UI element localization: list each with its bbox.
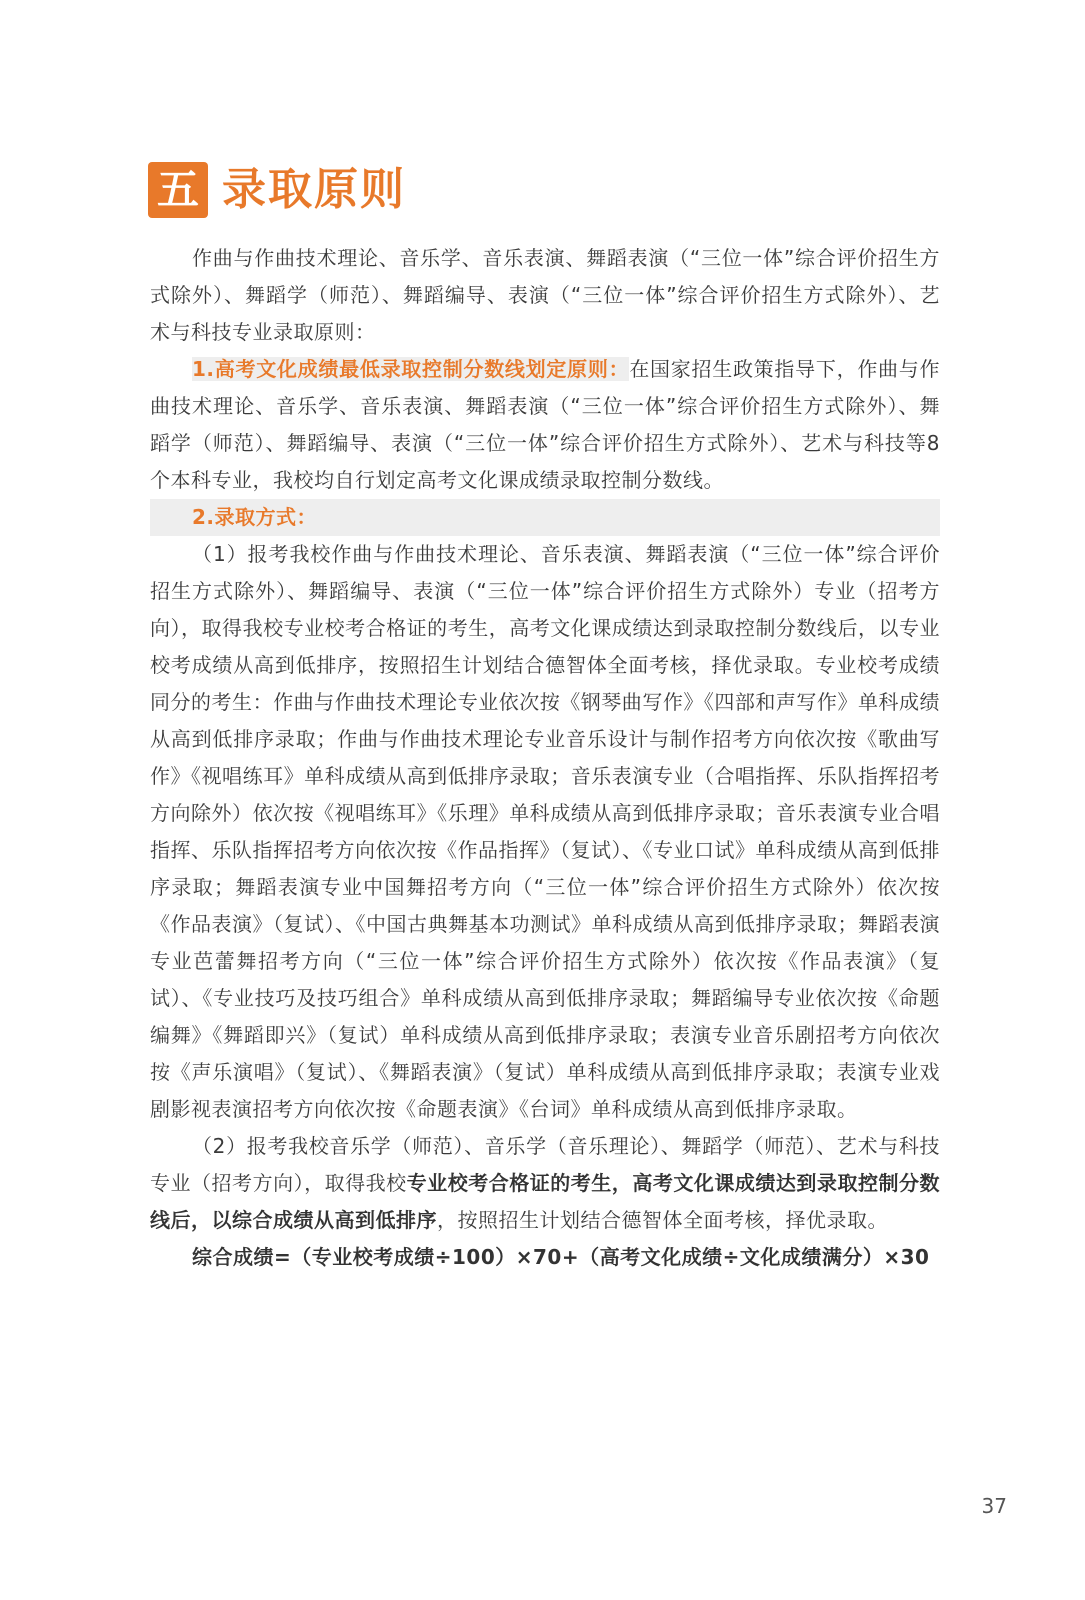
rule2-heading xyxy=(150,499,940,536)
page-number: 37 xyxy=(981,1494,1007,1518)
rule1-label: 1.高考文化成绩最低录取控制分数线划定原则： xyxy=(192,357,630,381)
rule1-paragraph xyxy=(150,351,940,499)
section-title: 录取原则 xyxy=(222,164,406,215)
section-header xyxy=(148,162,406,218)
rule1-text: 在国家招生政策指导下，作曲与作曲技术理论、音乐学、音乐表演、舞蹈表演（“三位一体”综合评价招生方式除外）、舞蹈学（师范）、舞蹈编导、表演（“三位一体”综合评价招生方式除外）、艺术与科技等8个本科专业，我校均自行划定高考文化课成绩录取控制分数线。 xyxy=(150,357,941,492)
rule2-item2-part2: ，按照招生计划结合德智体全面考核，择优录取。 xyxy=(437,1208,888,1232)
section-number-badge: 五 xyxy=(148,162,208,218)
content-body xyxy=(150,240,940,1276)
rule2-item2-bold: 专业校考合格证的考生，高考文化课成绩达到录取控制分数线后，以综合成绩从高到低排序 xyxy=(150,1171,941,1232)
intro-paragraph: 作曲与作曲技术理论、音乐学、音乐表演、舞蹈表演（“三位一体”综合评价招生方式除外）、舞蹈学（师范）、舞蹈编导、表演（“三位一体”综合评价招生方式除外）、艺术与科技专业录取原则： xyxy=(150,246,940,344)
rule2-item2 xyxy=(150,1128,940,1239)
rule2-item1: （1）报考我校作曲与作曲技术理论、音乐表演、舞蹈表演（“三位一体”综合评价招生方式除外）、舞蹈编导、表演（“三位一体”综合评价招生方式除外）专业（招考方向），取得我校专业校考合格证的考生，高考文化课成绩达到录取控制分数线后，以专业校考成绩从高到低排序，按照招生计划结合德智体全面考核，择优录取。专业校考成绩同分的考生：作曲与作曲技术理论专业依次按《钢琴曲写作》《四部和声写作》单科成绩从高到低排序录取；作曲与作曲技术理论专业音乐设计与制作招考方向依次按《歌曲写作》《视唱练耳》单科成绩从高到低排序录取；音乐表演专业（合唱指挥、乐队指挥招考方向除外）依次按《视唱练耳》《乐理》单科成绩从高到低排序录取；音乐表演专业合唱指挥、乐队指挥招考方向依次按《作品指挥》（复试）、《专业口试》单科成绩从高到低排序录取；舞蹈表演专业中国舞招考方向（“三位一体”综合评价招生方式除外）依次按《作品表演》（复试）、《中国古典舞基本功测试》单科成绩从高到低排序录取；舞蹈表演专业芭蕾舞招考方向（“三位一体”综合评价招生方式除外）依次按《作品表演》（复试）、《专业技巧及技巧组合》单科成绩从高到低排序录取；舞蹈编导专业依次按《命题编舞》《舞蹈即兴》（复试）单科成绩从高到低排序录取；表演专业音乐剧招考方向依次按《声乐演唱》（复试）、《舞蹈表演》（复试）单科成绩从高到低排序录取；表演专业戏剧影视表演招考方向依次按《命题表演》《台词》单科成绩从高到低排序录取。 xyxy=(150,542,940,1121)
rule2-item2-part1: （2）报考我校音乐学（师范）、音乐学（音乐理论）、舞蹈学（师范）、艺术与科技专业（招考方向），取得我校 xyxy=(150,1134,940,1195)
rule2-label: 2.录取方式： xyxy=(192,505,318,529)
formula: 综合成绩=（专业校考成绩÷100）×70+（高考文化成绩÷文化成绩满分）×30 xyxy=(192,1245,930,1269)
